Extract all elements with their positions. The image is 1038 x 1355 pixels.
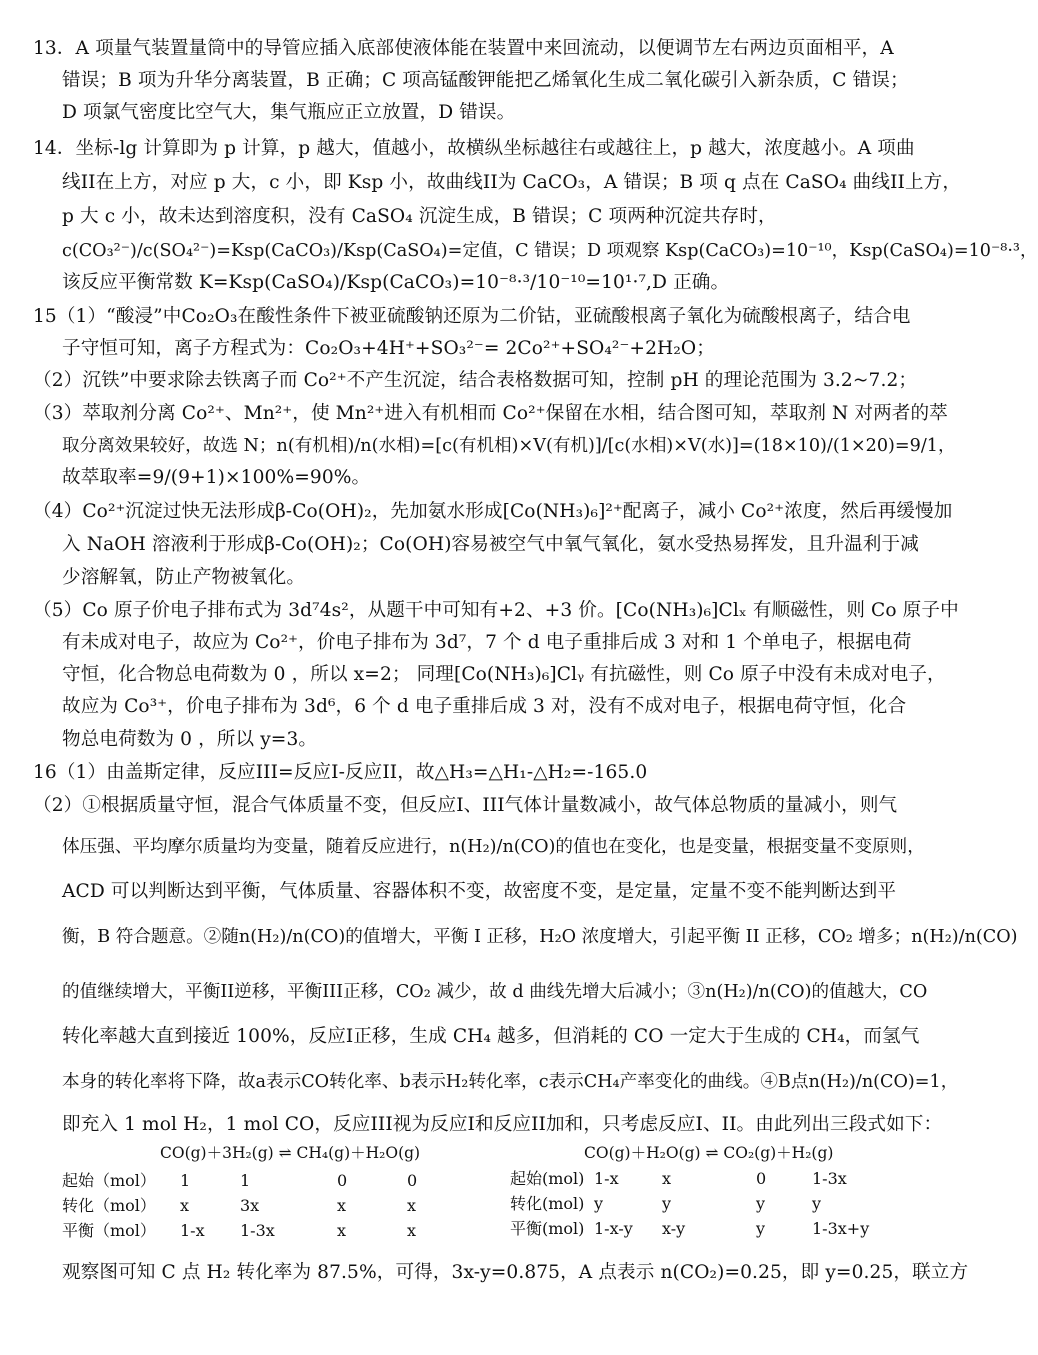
- text-line: 入 NaOH 溶液利于形成β-Co(OH)₂；Co(OH)容易被空气中氧气氧化，氨水受热易挥发，且升温利于减: [62, 534, 919, 555]
- text-line: p 大 c 小，故未达到溶度积，没有 CaSO₄ 沉淀生成，B 错误；C 项两种沉淀共存时，: [62, 206, 777, 227]
- table-cell: x: [337, 1196, 347, 1215]
- text-line: 14．坐标-lg 计算即为 p 计算，p 越大，值越小，故横纵坐标越往右或越往上，p 越大，浓度越小。A 项曲: [33, 138, 915, 159]
- text-line: 本身的转化率将下降，故a表示CO转化率、b表示H₂转化率，c表示CH₄产率变化的曲线。④B点n(H₂)/n(CO)=1，: [62, 1072, 959, 1092]
- table-cell: 起始（mol）: [62, 1171, 156, 1190]
- table-cell: 转化(mol): [510, 1194, 585, 1213]
- table-cell: 1: [180, 1171, 191, 1190]
- text-line: 物总电荷数为 0 ，所以 y=3。: [62, 729, 318, 750]
- table-cell: 0: [407, 1171, 418, 1190]
- text-line: 少溶解氧，防止产物被氧化。: [62, 567, 306, 588]
- text-line: 15（1）“酸浸”中Co₂O₃在酸性条件下被亚硫酸钠还原为二价钴，亚硫酸根离子氧化为硫酸根离子，结合电: [33, 306, 911, 327]
- text-line: 体压强、平均摩尔质量均为变量，随着反应进行，n(H₂)/n(CO)的值也在变化，也是变量，根据变量不变原则，: [62, 837, 925, 857]
- table-cell: x: [662, 1169, 672, 1188]
- text-line: （3）萃取剂分离 Co²⁺、Mn²⁺，使 Mn²⁺进入有机相而 Co²⁺保留在水相，结合图可知，萃取剂 N 对两者的萃: [33, 403, 948, 424]
- table-cell: 平衡(mol): [510, 1219, 585, 1238]
- table-cell: y: [812, 1194, 822, 1213]
- text-line: 取分离效果较好，故选 N；n(有机相)/n(水相)=[c(有机相)×V(有机)]/[c(水相)×V(水)]=(18×10)/(1×20)=9/1，: [62, 436, 956, 456]
- text-line: 衡，B 符合题意。②随n(H₂)/n(CO)的值增大，平衡 I 正移，H₂O 浓度增大，引起平衡 II 正移，CO₂ 增多；n(H₂)/n(CO): [62, 927, 1018, 947]
- equation-left: CO(g)＋3H₂(g) ⇌ CH₄(g)＋H₂O(g): [160, 1144, 421, 1162]
- text-line: c(CO₃²⁻)/c(SO₄²⁻)=Ksp(CaCO₃)/Ksp(CaSO₄)=定值，C 错误；D 项观察 Ksp(CaCO₃)=10⁻¹⁰，Ksp(CaSO₄)=10⁻⁸·³，: [62, 241, 1038, 261]
- text-line: （5）Co 原子价电子排布式为 3d⁷4s²，从题干中可知有+2、+3 价。[Co(NH₃)₆]Clₓ 有顺磁性，则 Co 原子中: [33, 600, 959, 621]
- text-line: 线II在上方，对应 p 大，c 小，即 Ksp 小，故曲线II为 CaCO₃，A 错误；B 项 q 点在 CaSO₄ 曲线II上方，: [62, 172, 962, 193]
- text-line: 16（1）由盖斯定律，反应III=反应I-反应II，故△H₃=△H₁-△H₂=-165.0: [33, 762, 648, 783]
- table-cell: 起始(mol): [510, 1169, 585, 1188]
- text-line: 观察图可知 C 点 H₂ 转化率为 87.5%，可得，3x-y=0.875，A 点表示 n(CO₂)=0.25，即 y=0.25，联立方: [62, 1262, 969, 1283]
- text-line: 故萃取率=9/(9+1)×100%=90%。: [62, 467, 371, 488]
- table-cell: 0: [756, 1169, 767, 1188]
- text-line: （2）沉铁”中要求除去铁离子而 Co²⁺不产生沉淀，结合表格数据可知，控制 pH 的理论范围为 3.2~7.2；: [33, 370, 918, 391]
- text-line: 守恒，化合物总电荷数为 0 ，所以 x=2； 同理[Co(NH₃)₆]Clᵧ 有抗磁性，则 Co 原子中没有未成对电子，: [62, 664, 946, 685]
- table-cell: 1-3x+y: [812, 1219, 870, 1238]
- text-line: 13．A 项量气装置量筒中的导管应插入底部使液体能在装置中来回流动，以便调节左右两边页面相平，A: [33, 38, 894, 59]
- text-line: 该反应平衡常数 K=Ksp(CaSO₄)/Ksp(CaCO₃)=10⁻⁸·³/10⁻¹⁰=10¹·⁷,D 正确。: [62, 272, 730, 293]
- table-cell: y: [594, 1194, 604, 1213]
- equation-right: CO(g)＋H₂O(g) ⇌ CO₂(g)＋H₂(g): [584, 1144, 834, 1162]
- table-cell: 1-3x: [240, 1221, 275, 1240]
- text-line: 子守恒可知，离子方程式为：Co₂O₃+4H⁺+SO₃²⁻= 2Co²⁺+SO₄²⁻+2H₂O；: [62, 338, 715, 359]
- table-cell: 0: [337, 1171, 348, 1190]
- text-line: 故应为 Co³⁺，价电子排布为 3d⁶，6 个 d 电子重排后成 3 对，没有不成对电子，根据电荷守恒，化合: [62, 696, 907, 717]
- text-line: 的值继续增大，平衡II逆移，平衡III正移，CO₂ 减少，故 d 曲线先增大后减小；③n(H₂)/n(CO)的值越大，CO: [62, 982, 928, 1002]
- table-cell: 1-3x: [812, 1169, 847, 1188]
- table-cell: x: [337, 1221, 347, 1240]
- table-cell: y: [756, 1219, 766, 1238]
- table-cell: 平衡（mol）: [62, 1221, 156, 1240]
- text-line: 即充入 1 mol H₂，1 mol CO，反应III视为反应I和反应II加和，只考虑反应I、II。由此列出三段式如下：: [62, 1114, 943, 1135]
- text-line: 有未成对电子，故应为 Co²⁺，价电子排布为 3d⁷，7 个 d 电子重排后成 3 对和 1 个单电子，根据电荷: [62, 632, 912, 653]
- text-line: 错误；B 项为升华分离装置，B 正确；C 项高锰酸钾能把乙烯氧化生成二氧化碳引入新杂质，C 错误；: [62, 70, 909, 91]
- table-cell: 1-x: [180, 1221, 205, 1240]
- table-cell: 转化（mol）: [62, 1196, 156, 1215]
- table-cell: 1-x: [594, 1169, 619, 1188]
- text-line: （4）Co²⁺沉淀过快无法形成β-Co(OH)₂，先加氨水形成[Co(NH₃)₆]²⁺配离子，减小 Co²⁺浓度，然后再缓慢加: [33, 501, 953, 522]
- table-cell: 3x: [240, 1196, 260, 1215]
- table-cell: y: [662, 1194, 672, 1213]
- table-cell: x: [407, 1196, 417, 1215]
- table-cell: x: [180, 1196, 190, 1215]
- table-cell: 1: [240, 1171, 251, 1190]
- text-line: （2）①根据质量守恒，混合气体质量不变，但反应I、III气体计量数减小，故气体总物质的量减小，则气: [33, 795, 898, 816]
- text-line: D 项氯气密度比空气大，集气瓶应正立放置，D 错误。: [62, 102, 516, 123]
- table-cell: x: [407, 1221, 417, 1240]
- table-cell: x-y: [662, 1219, 686, 1238]
- table-cell: y: [756, 1194, 766, 1213]
- text-line: 转化率越大直到接近 100%，反应I正移，生成 CH₄ 越多，但消耗的 CO 一定大于生成的 CH₄，而氢气: [62, 1026, 920, 1047]
- text-line: ACD 可以判断达到平衡，气体质量、容器体积不变，故密度不变，是定量，定量不变不能判断达到平: [62, 881, 897, 902]
- table-cell: 1-x-y: [594, 1219, 633, 1238]
